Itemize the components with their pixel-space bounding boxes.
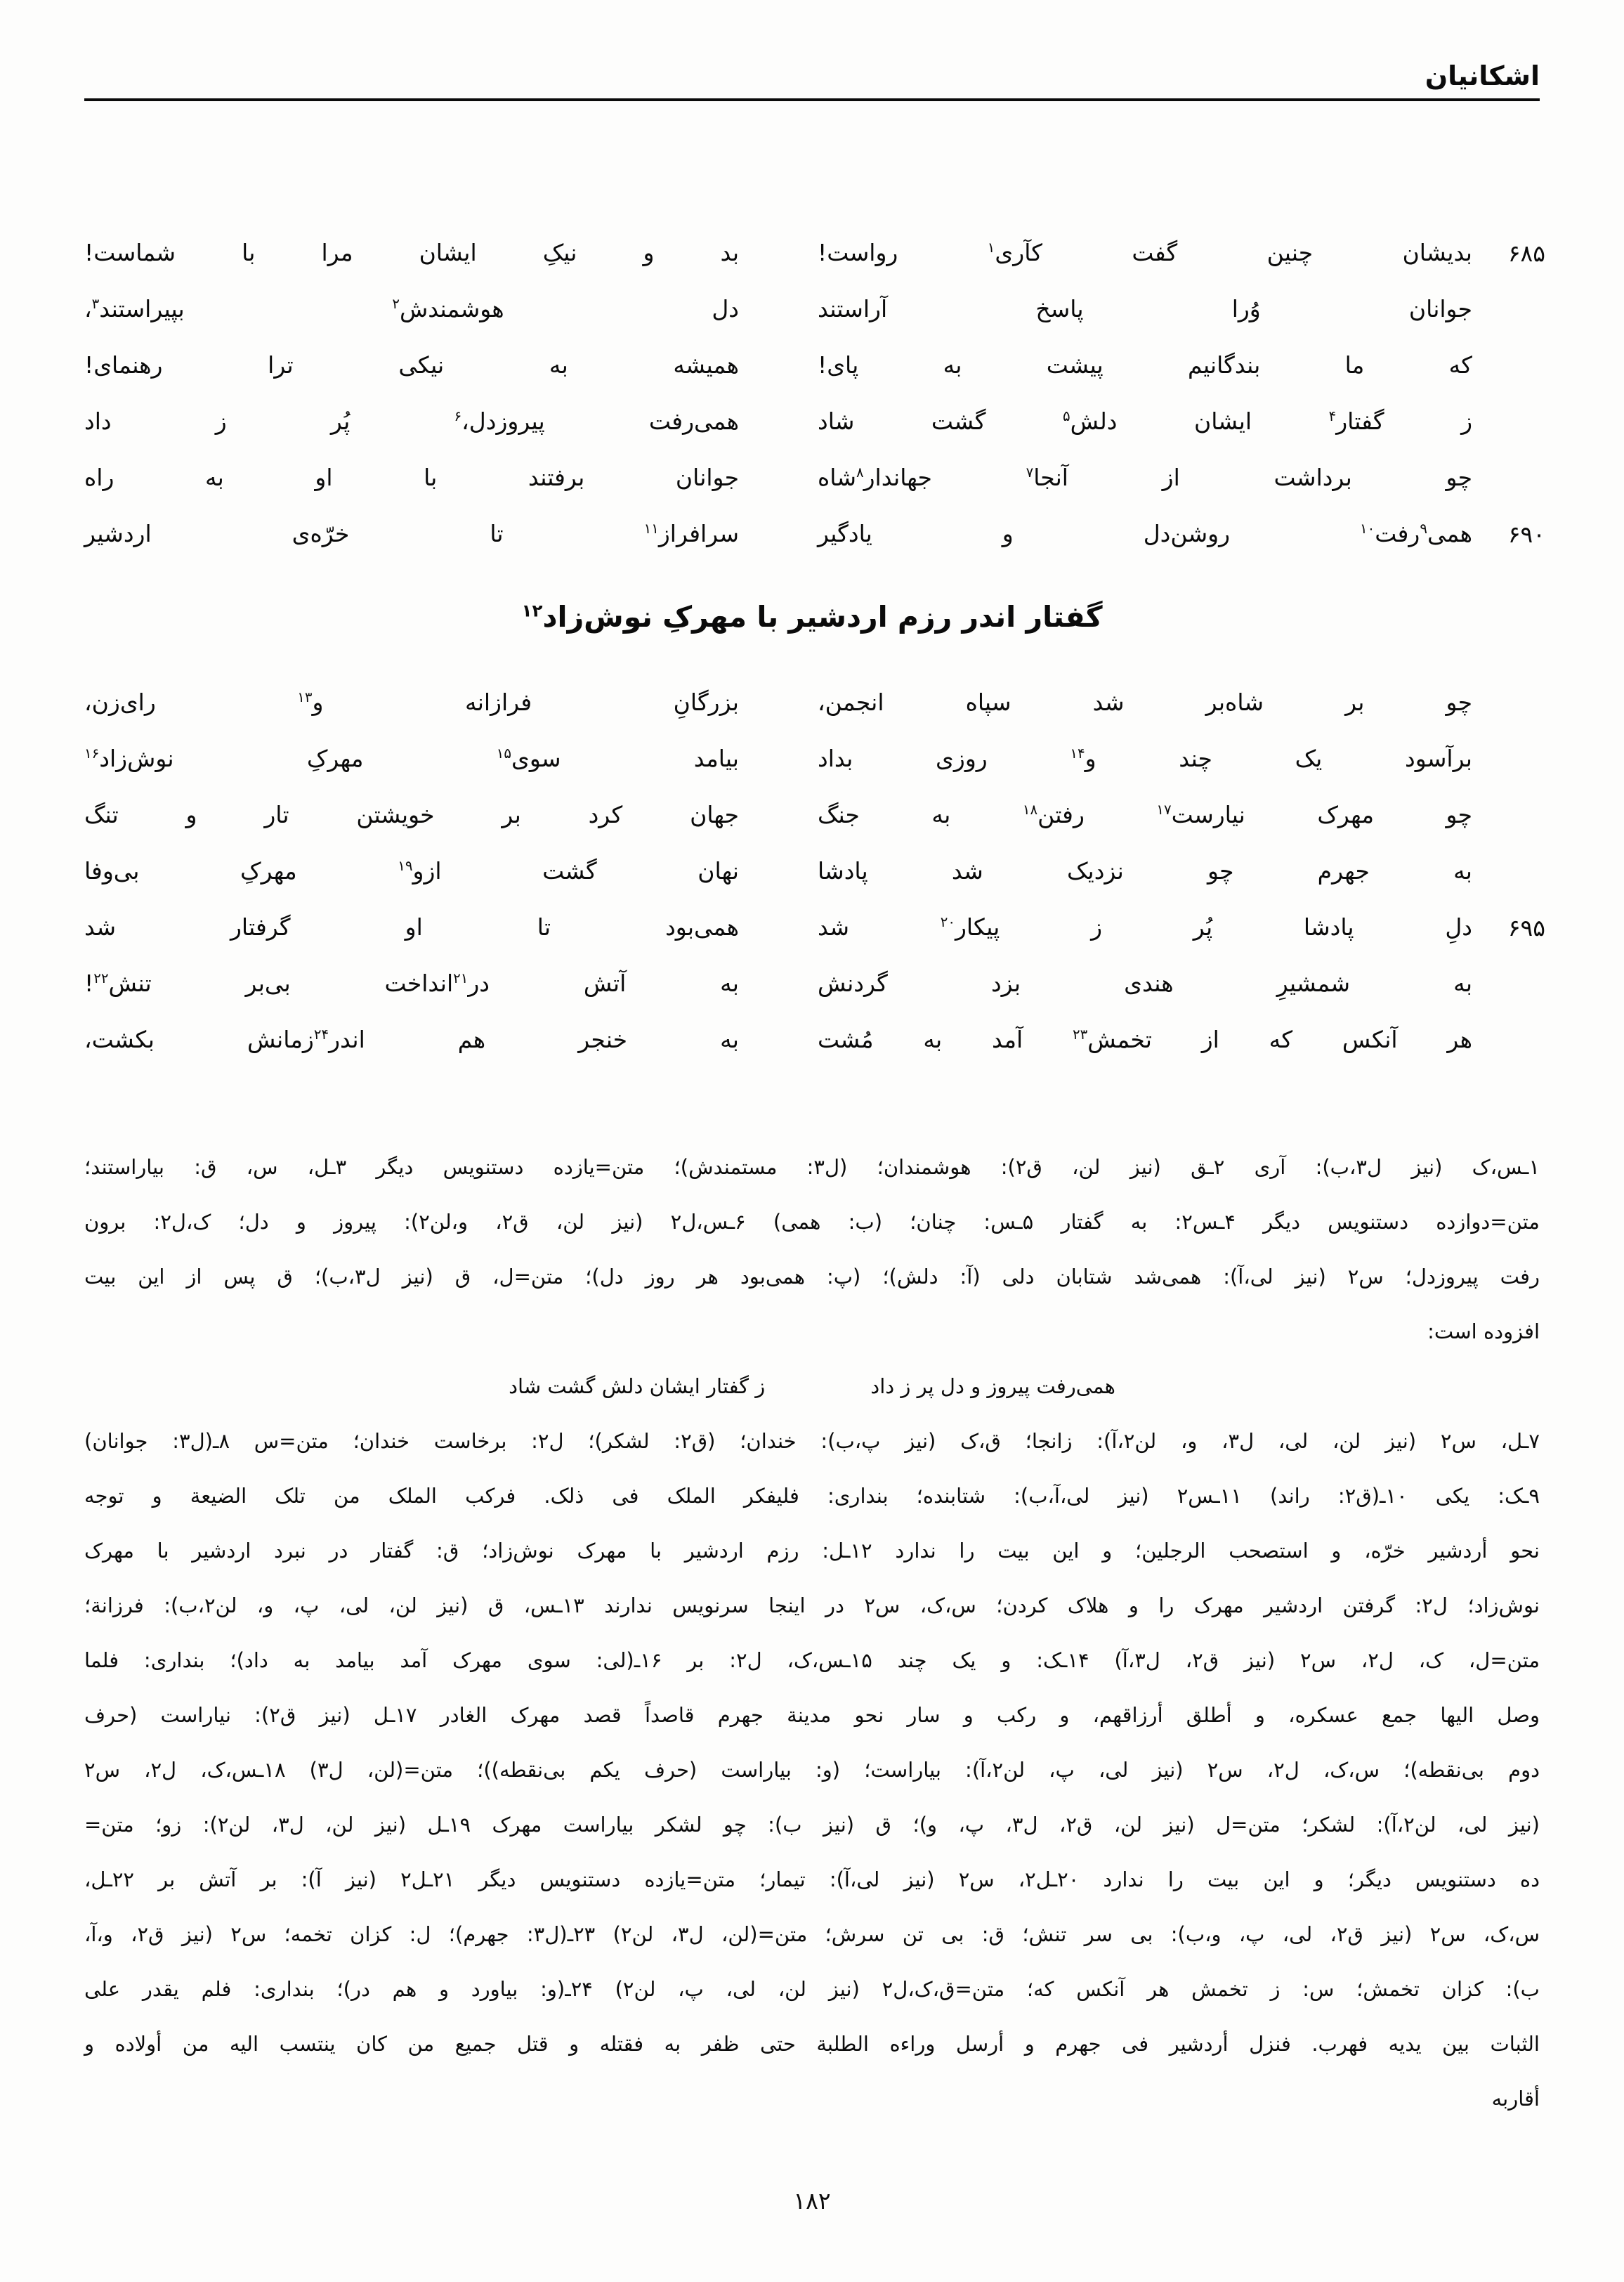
hemistich-second: جهان کرد بر خویشتن تار و تنگ	[84, 801, 739, 828]
verse-number	[1468, 281, 1545, 337]
hemistich-first: بدیشان چنین گفت کآری$^۱$ رواست!	[818, 239, 1472, 266]
hemistich-first: برآسود یک چند و$^{۱۴}$ روزی بداد	[818, 745, 1472, 772]
apparatus-line: ۷ـل، س۲ (نیز لن، لی، ل۳، و، لن۲،آ): زانجا؛ ق،ک (نیز پ،ب): خندان؛ (ق۲: لشکر)؛ ل۲: برخاست خندان؛ متن=س ۸ـ(ل۳: جوانان)	[84, 1429, 1540, 1453]
verse-number	[1468, 956, 1545, 1012]
couplet	[84, 337, 1540, 393]
poem-block-2	[84, 674, 1545, 1068]
apparatus-added-verse	[84, 1359, 1540, 1414]
apparatus-line: افزوده است:	[1427, 1319, 1540, 1343]
couplet	[84, 731, 1540, 787]
page-header	[84, 0, 1540, 101]
apparatus-line: س،ک، س۲ (نیز ق۲، لی، پ، و،ب): بی سر تنش؛ ق: بی تن سرش؛ متن=(لن، ل۳، لن۲) ۲۳ـ(ل۳: جهرم)؛ ل: کزان تخمه؛ س۲ (نیز ق۲، و،آ،	[84, 1922, 1540, 1946]
couplet	[84, 506, 1545, 562]
hemistich-first: چو مهرک نیارست$^{۱۷}$ رفتن$^{۱۸}$ به جنگ	[818, 801, 1473, 828]
hemistich-first: همی$^۹$رفت$^{۱۰}$ روشن‌دل و یادگیر	[818, 520, 1472, 547]
verse-number: ۶۹۵	[1507, 913, 1545, 941]
apparatus-line: رفت پیروزدل؛ س۲ (نیز لی،آ): همی‌شد شتابان دلی (آ: دلش)؛ (پ: همی‌بود هر روز دل)؛ متن=ل، ق (نیز ل۳،ب)؛ ق پس از این بیت	[84, 1265, 1540, 1289]
couplet	[84, 843, 1540, 899]
running-head: اشکانیان	[1425, 60, 1540, 91]
verse-number: ۶۹۰	[1507, 520, 1545, 548]
couplet	[84, 225, 1545, 281]
hemistich-first: دلِ پادشا پُر ز پیکار$^{۲۰}$ شد	[818, 913, 1472, 941]
apparatus-lines-before-verse	[84, 1140, 1540, 1359]
couplet	[84, 450, 1540, 506]
verse-number	[1468, 787, 1545, 843]
hemistich-second: همی‌بود تا او گرفتار شد	[84, 913, 739, 941]
apparatus-line: ۹ـک: یکی ۱۰ـ(ق۲: راند) ۱۱ـس۲ (نیز لی،آ،ب): شتابنده؛ بنداری: فلیفکر الملک فی ذلک. فرکب الملک من تلک الضیعة و توجه	[84, 1484, 1540, 1508]
apparatus-line: دوم بی‌نقطه)؛ س،ک، ل۲، س۲ (نیز لی، پ، لن۲،آ): بیاراست؛ (و: بیاراست (حرف یکم بی‌نقطه))؛ متن=(لن، ل۳) ۱۸ـس،ک، ل۲، س۲	[84, 1758, 1540, 1782]
hemistich-first: چو برداشت از آنجا$^۷$ جهاندار$^۸$شاه	[818, 464, 1472, 491]
poem-block-1	[84, 225, 1545, 562]
apparatus-line: نحو أردشیر خرّه، و استصحب الرجلین؛ و این بیت را ندارد ۱۲ـل: رزم اردشیر با مهرک نوش‌زاد؛ ق: گفتار در نبرد اردشیر با مهرک	[84, 1539, 1540, 1563]
hemistich-second: بد و نیکِ ایشان مرا با شماست!	[84, 239, 739, 266]
couplet	[84, 899, 1545, 956]
apparatus-line: متن=دوازده دستنویس دیگر ۴ـس۲: به گفتار ۵ـس: چنان؛ (ب: همی) ۶ـس،ل۲ (نیز لن، ق۲، و،لن۲): پیروز و دل؛ ک،ل۲: برون	[84, 1210, 1540, 1234]
critical-apparatus	[84, 1140, 1540, 2126]
couplet	[84, 787, 1540, 843]
hemistich-first: که ما بندگانیم پیشت به پای!	[818, 351, 1472, 379]
hemistich-first: به جهرم چو نزدیک شد پادشا	[818, 857, 1472, 885]
couplet	[84, 281, 1540, 337]
hemistich-second: جوانان برفتند با او به راه	[84, 464, 739, 491]
page-number: ۱۸۲	[793, 2187, 831, 2215]
hemistich-second: بزرگانِ فرازانه و$^{۱۳}$ رای‌زن،	[84, 689, 739, 716]
apparatus-line: وصل الیها جمع عسکره، و أطلق أرزاقهم، و رکب و سار نحو مدینة جهرم قاصداً قصد مهرک الغادر ۱۷ـل (نیز ق۲): نیاراست (حرف	[84, 1703, 1540, 1727]
verse-number	[1468, 450, 1545, 506]
apparatus-line: (نیز لی، لن۲،آ): لشکر؛ متن=ل (نیز لن، ق۲، ل۳، پ، و)؛ ق (نیز ب): چو لشکر بیاراست مهرک ۱۹ـل (نیز لن، ل۳، لن۲): زو؛ متن=	[84, 1813, 1540, 1837]
hemistich-second: همیشه به نیکی ترا رهنمای!	[84, 351, 739, 379]
hemistich-second: به آتش در$^{۲۱}$انداخت بی‌بر تنش$^{۲۲}$!	[84, 970, 739, 997]
couplet	[84, 956, 1540, 1012]
apparatus-lines-after-verse	[84, 1414, 1540, 2126]
apparatus-line: نوش‌زاد؛ ل۲: گرفتن اردشیر مهرک را و هلاک کردن؛ س،ک، س۲ در اینجا سرنویس ندارند ۱۳ـس، ق (نیز لن، لی، پ، و، لن۲،ب): فرزانة؛	[84, 1593, 1540, 1617]
section-heading: گفتار اندر رزم اردشیر با مهرکِ نوش‌زاد$^{۱۲}$	[521, 600, 1103, 634]
hemistich-first: هر آنکس که از تخمش$^{۲۳}$ آمد به مُشت	[818, 1026, 1472, 1053]
hemistich-second: دل هوشمندش$^۲$ بپیراستند$^۳$،	[84, 295, 740, 322]
hemistich-second: سرافراز$^{۱۱}$ تا خرّه‌ی اردشیر	[84, 520, 739, 547]
apparatus-line: ده دستنویس دیگر؛ و این بیت را ندارد ۲۰ـل۲، س۲ (نیز لی،آ): تیمار؛ متن=یازده دستنویس دیگر ۲۱ـل۲ (نیز آ): بر آتش بر ۲۲ـل،	[84, 1867, 1540, 1891]
hemistich-second: نهان گشت ازو$^{۱۹}$ مهرکِ بی‌وفا	[84, 857, 739, 885]
verse-number	[1468, 843, 1545, 899]
added-verse-hemistich-first: همی‌رفت پیروز و دل پر ز داد	[870, 1374, 1115, 1398]
hemistich-first: جوانان وُرا پاسخ آراستند	[818, 295, 1472, 322]
hemistich-second: به خنجر هم اندر$^{۲۴}$زمانش بکشت،	[84, 1026, 739, 1053]
header-rule	[84, 98, 1540, 101]
couplet	[84, 674, 1540, 731]
verse-number	[1468, 393, 1545, 450]
verse-number	[1468, 731, 1545, 787]
apparatus-line: أقاربه	[1491, 2087, 1540, 2111]
verse-number	[1468, 337, 1545, 393]
apparatus-line: متن=ل، ک، ل۲، س۲ (نیز ق۲، ل۳،آ) ۱۴ـک: و یک چند ۱۵ـس،ک، ل۲: بر ۱۶ـ(لی: سوی مهرک آمد بیامد به داد)؛ بنداری: فلما	[84, 1648, 1540, 1672]
couplet	[84, 393, 1540, 450]
added-verse-hemistich-second: ز گفتار ایشان دلش گشت شاد	[509, 1374, 766, 1398]
apparatus-line: الثبات بین یدیه فهرب. فنزل أردشیر فی جهرم و أرسل وراءه الطلبة حتی ظفر به فقتله و قتل جمیع من کان ینتسب الیه من أولاده و	[84, 2032, 1540, 2056]
verse-number	[1468, 674, 1545, 731]
verse-number	[1468, 1012, 1545, 1068]
hemistich-second: همی‌رفت پیروزدل،$^۶$ پُر ز داد	[84, 408, 739, 435]
apparatus-line: ۱ـس،ک (نیز ل۳،ب): آری ۲ـق (نیز لن، ق۲): هوشمندان؛ (ل۳: مستمندش)؛ متن=یازده دستنویس دیگر ۳ـل، س، ق: بیاراستند؛	[84, 1155, 1540, 1179]
hemistich-first: چو بر شاه‌بر شد سپاه انجمن،	[818, 689, 1472, 716]
hemistich-second: بیامد سوی$^{۱۵}$ مهرکِ نوش‌زاد$^{۱۶}$	[84, 745, 739, 772]
couplet	[84, 1012, 1540, 1068]
hemistich-first: ز گفتار$^۴$ ایشان دلش$^۵$ گشت شاد	[818, 408, 1473, 435]
verse-number: ۶۸۵	[1507, 239, 1545, 267]
hemistich-first: به شمشیرِ هندی بزد گردنش	[818, 970, 1472, 997]
apparatus-line: ب): کزان تخمش؛ س: ز تخمش هر آنکس که؛ متن=ق،ک،ل۲ (نیز لن، لی، پ، لن۲) ۲۴ـ(و: بیاورد و هم در)؛ بنداری: فلم یقدر علی	[84, 1977, 1540, 2001]
